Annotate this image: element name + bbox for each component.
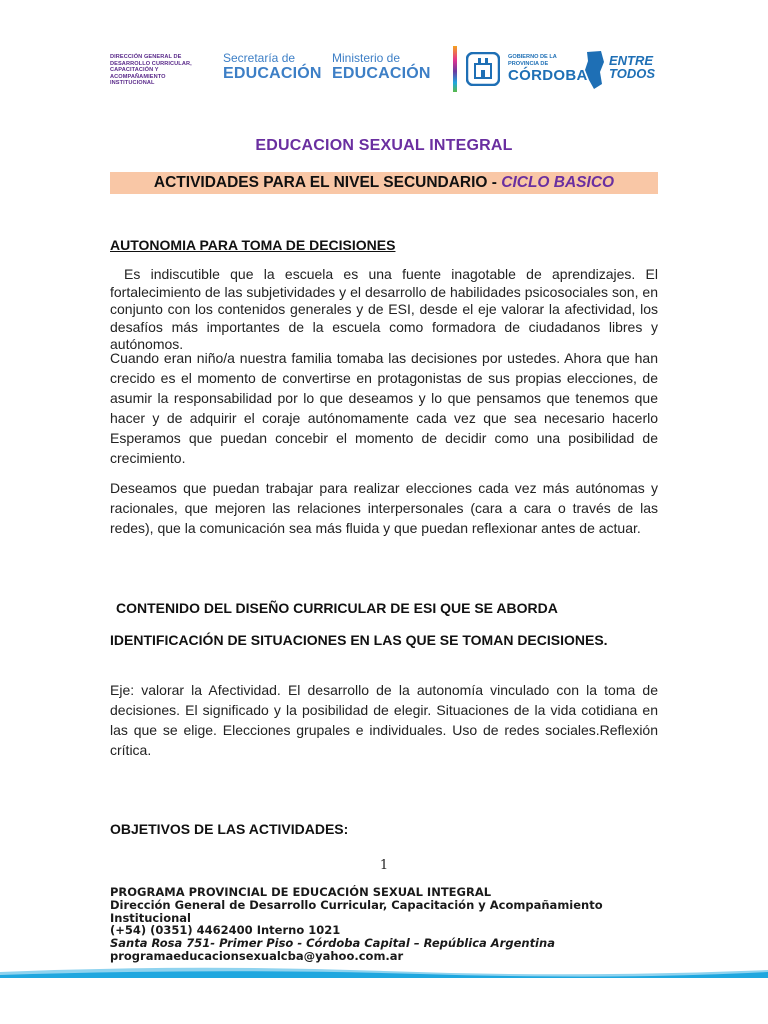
subtitle-accent: CICLO BASICO xyxy=(501,174,615,191)
color-separator-bar xyxy=(453,46,457,92)
cordoba-small-line-1: GOBIERNO DE LA xyxy=(508,54,557,60)
cordoba-small-line-2: PROVINCIA DE xyxy=(508,60,549,67)
paragraph-3: Deseamos que puedan trabajar para realizar elecciones cada vez más autónomas y racionales, que mejoren las relaciones interpersonales (cara a cara o través de las redes), que la comunicación sea más fluida y que puedan reflexionar antes de actuar. xyxy=(110,480,658,536)
dgdc-line: DESARROLLO CURRICULAR, xyxy=(110,60,192,67)
dgdc-line: DIRECCIÓN GENERAL DE xyxy=(110,54,182,60)
dgdc-line: CAPACITACIÓN Y xyxy=(110,67,159,74)
section-heading-contenido: CONTENIDO DEL DISEÑO CURRICULAR DE ESI QUE SE ABORDA xyxy=(116,600,558,616)
ministerio-big-text: EDUCACIÓN xyxy=(332,65,431,82)
cordoba-logo xyxy=(466,48,596,92)
secretaria-big-text: EDUCACIÓN xyxy=(223,65,322,82)
footer-phone: (+54) (0351) 4462400 Interno 1021 xyxy=(110,923,341,938)
footer-direction: Dirección General de Desarrollo Curricular, Capacitación y Acompañamiento Institucional xyxy=(110,897,603,925)
dgdc-line: INSTITUCIONAL xyxy=(110,80,155,87)
section-heading-identificacion: IDENTIFICACIÓN DE SITUACIONES EN LAS QUE SE TOMAN DECISIONES. xyxy=(110,632,608,648)
cordoba-crest-icon xyxy=(466,52,500,86)
cordoba-small-text xyxy=(508,54,557,67)
footer-program: PROGRAMA PROVINCIAL DE EDUCACIÓN SEXUAL INTEGRAL xyxy=(110,885,492,899)
ministerio-small-text: Ministerio de xyxy=(332,51,401,65)
entre-text: ENTRE xyxy=(609,53,654,68)
paragraph-2: Cuando eran niño/a nuestra familia tomaba las decisiones por ustedes. Ahora que han crecido es el momento de convertirse en protagonistas de sus propias elecciones, de asumir la responsabilidad por lo que deseamos y lo que pensamos que tenemos que hacer y de adquirir el coraje autónomamente cada vez que sea necesario hacerlo Esperamos que puedan concebir el momento de decidir como una posibilidad de crecimiento. xyxy=(110,350,658,466)
ministerio-logo xyxy=(332,52,431,104)
header-logos xyxy=(110,44,660,96)
paragraph-4: Eje: valorar la Afectividad. El desarrollo de la autonomía vinculado con la toma de decisiones. El significado y la posibilidad de elegir. Situaciones de la vida cotidiana en las que se elige. Elecciones grupales e individuales. Uso de redes sociales.Reflexión crítica. xyxy=(110,682,658,758)
subtitle-main: ACTIVIDADES PARA EL NIVEL SECUNDARIO - xyxy=(153,174,502,191)
todos-text: TODOS xyxy=(609,66,655,81)
paragraph-1: Es indiscutible que la escuela es una fuente inagotable de aprendizajes. El fortalecimiento de las subjetividades y el desarrollo de habilidades psicosociales son, en conjunto con los contenidos generales y de ESI, desde el eje valorar la afectividad, los desafíos más importantes de la escuela como formadora de ciudadanos libres y autónomos. xyxy=(110,266,658,352)
cordoba-big-text: CÓRDOBA xyxy=(508,67,588,84)
secretaria-small-text: Secretaría de xyxy=(223,51,296,65)
footer-email: programaeducacionsexualcba@yahoo.com.ar xyxy=(110,948,404,963)
dgdc-logo xyxy=(110,54,200,106)
entre-todos-logo xyxy=(583,50,663,92)
secretaria-logo xyxy=(223,52,322,104)
document-subtitle xyxy=(110,172,658,194)
document-title: EDUCACION SEXUAL INTEGRAL xyxy=(255,137,513,154)
footer xyxy=(110,886,670,963)
entre-todos-text xyxy=(609,54,655,80)
page-number: 1 xyxy=(379,858,389,873)
section-heading-autonomia: AUTONOMIA PARA TOMA DE DECISIONES xyxy=(110,237,396,253)
footer-address: Santa Rosa 751- Primer Piso - Córdoba Capital – República Argentina xyxy=(110,936,555,951)
province-map-icon xyxy=(583,50,605,90)
section-heading-objetivos: OBJETIVOS DE LAS ACTIVIDADES: xyxy=(110,821,349,837)
dgdc-line: ACOMPAÑAMIENTO xyxy=(110,73,166,80)
footer-color-stripe xyxy=(0,966,768,978)
